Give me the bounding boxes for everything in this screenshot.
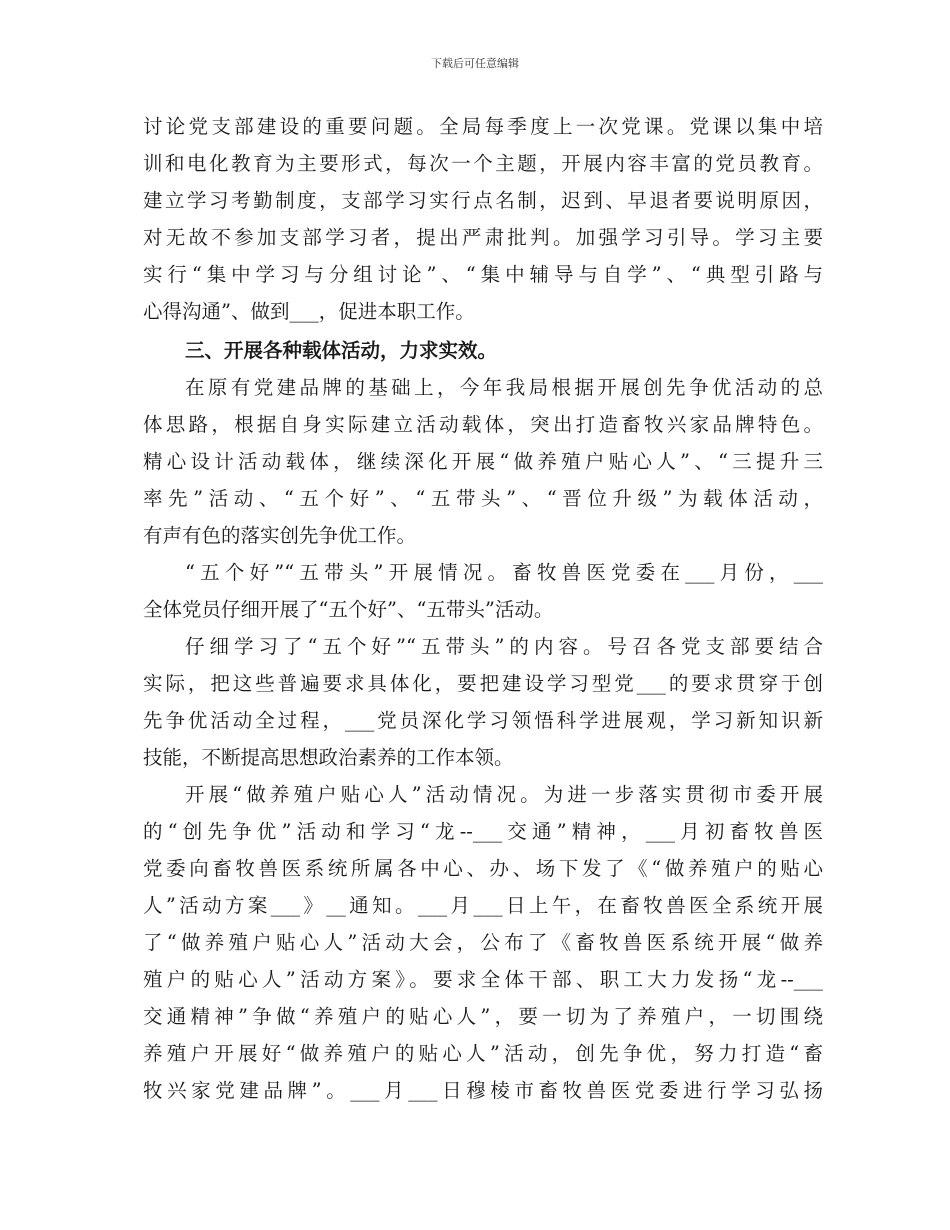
paragraph-line: 人”活动方案___》__通知。___月___日上午，在畜牧兽医全系统开展 bbox=[143, 894, 823, 917]
paragraph-line: 牧兴家党建品牌”。___月___日穆棱市畜牧兽医党委进行学习弘扬 bbox=[143, 1079, 823, 1102]
paragraph-line: 率先”活动、“五个好”、“五带头”、“晋位升级”为载体活动， bbox=[143, 487, 823, 510]
paragraph-line: 全体党员仔细开展了“五个好”、“五带头”活动。 bbox=[143, 598, 554, 621]
paragraph-line: 了“做养殖户贴心人”活动大会，公布了《畜牧兽医系统开展“做养 bbox=[143, 931, 823, 954]
paragraph-line: 体思路，根据自身实际建立活动载体，突出打造畜牧兴家品牌特色。 bbox=[143, 413, 823, 436]
paragraph-line: 养殖户开展好“做养殖户的贴心人”活动，创先争优，努力打造“畜 bbox=[143, 1042, 823, 1065]
paragraph-line: “五个好”“五带头”开展情况。畜牧兽医党委在___月份，___ bbox=[185, 561, 823, 584]
section-heading: 三、开展各种载体活动，力求实效。 bbox=[185, 339, 498, 362]
paragraph-line: 技能，不断提高思想政治素养的工作本领。 bbox=[143, 746, 514, 769]
page-header-note: 下载后可任意编辑 bbox=[431, 57, 519, 70]
paragraph-line: 殖户的贴心人”活动方案》。要求全体干部、职工大力发扬“龙--___ bbox=[143, 968, 823, 991]
paragraph-line: 的“创先争优”活动和学习“龙--___交通”精神，___月初畜牧兽医 bbox=[143, 820, 823, 843]
paragraph-line: 交通精神”争做“养殖户的贴心人”，要一切为了养殖户，一切围绕 bbox=[143, 1005, 823, 1028]
paragraph-line: 有声有色的落实创先争优工作。 bbox=[143, 524, 417, 547]
paragraph-line: 心得沟通”、做到___，促进本职工作。 bbox=[143, 300, 475, 323]
paragraph-line: 开展“做养殖户贴心人”活动情况。为进一步落实贯彻市委开展 bbox=[185, 783, 823, 806]
paragraph-line: 对无故不参加支部学习者，提出严肃批判。加强学习引导。学习主要 bbox=[143, 226, 823, 249]
paragraph-line: 先争优活动全过程，___党员深化学习领悟科学进展观，学习新知识新 bbox=[143, 709, 823, 732]
paragraph-line: 训和电化教育为主要形式，每次一个主题，开展内容丰富的党员教育。 bbox=[143, 152, 823, 175]
paragraph-line: 在原有党建品牌的基础上，今年我局根据开展创先争优活动的总 bbox=[185, 376, 823, 399]
paragraph-line: 实行“集中学习与分组讨论”、“集中辅导与自学”、“典型引路与 bbox=[143, 263, 823, 286]
paragraph-line: 建立学习考勤制度，支部学习实行点名制，迟到、早退者要说明原因， bbox=[143, 189, 823, 212]
paragraph-line: 实际，把这些普遍要求具体化，要把建设学习型党___的要求贯穿于创 bbox=[143, 672, 823, 695]
paragraph-line: 仔细学习了“五个好”“五带头”的内容。号召各党支部要结合 bbox=[185, 635, 823, 658]
paragraph-line: 党委向畜牧兽医系统所属各中心、办、场下发了《“做养殖户的贴心 bbox=[143, 857, 823, 880]
paragraph-line: 讨论党支部建设的重要问题。全局每季度上一次党课。党课以集中培 bbox=[143, 115, 823, 138]
paragraph-line: 精心设计活动载体，继续深化开展“做养殖户贴心人”、“三提升三 bbox=[143, 450, 823, 473]
